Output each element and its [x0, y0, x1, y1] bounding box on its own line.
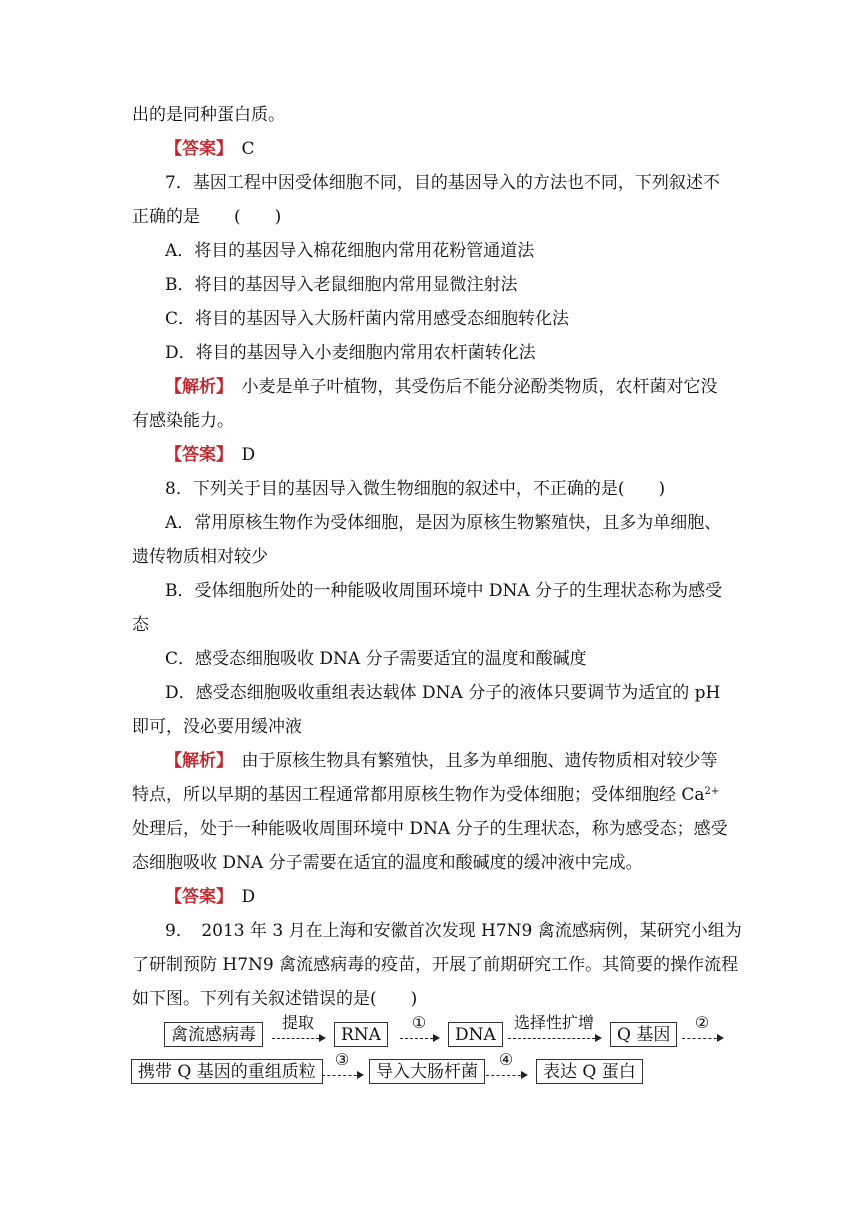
analysis-tag: 【解析】	[165, 377, 225, 397]
q9-stem-3: 如下图。下列有关叙述错误的是( )	[132, 989, 418, 1009]
arrow-label: ②	[694, 1013, 710, 1032]
q7-option-c: C．将目的基因导入大肠杆菌内常用感受态细胞转化法	[165, 309, 570, 329]
answer-tag: 【答案】	[165, 887, 225, 907]
q7-stem-1: 7．基因工程中因受体细胞不同，目的基因导入的方法也不同，下列叙述不	[165, 173, 720, 193]
analysis-tag: 【解析】	[165, 751, 225, 771]
answer-value: D	[241, 445, 256, 465]
q7-analysis-2: 有感染能力。	[132, 411, 234, 431]
flow-box-plasmid: 携带 Q 基因的重组质粒	[131, 1059, 323, 1084]
arrow-line	[400, 1038, 438, 1049]
arrow-line	[508, 1038, 600, 1049]
flow-box-rna: RNA	[334, 1022, 388, 1047]
flow-arrow-4	[486, 1051, 526, 1086]
arrow-label: 选择性扩增	[513, 1013, 594, 1032]
line-1: 出的是同种蛋白质。	[132, 105, 285, 125]
arrow-line	[486, 1075, 526, 1086]
arrow-line	[272, 1038, 324, 1049]
q9-stem-1: 9． 2013 年 3 月在上海和安徽首次发现 H7N9 禽流感病例，某研究小组为	[165, 921, 742, 941]
q8-option-a-2: 遗传物质相对较少	[132, 547, 268, 567]
answer-tag: 【答案】	[165, 445, 225, 465]
flow-box-virus: 禽流感病毒	[164, 1022, 263, 1047]
flow-box-q-protein: 表达 Q 蛋白	[536, 1059, 643, 1084]
q8-option-b-1: B．受体细胞所处的一种能吸收周围环境中 DNA 分子的生理状态称为感受	[165, 581, 723, 601]
analysis-text: 由于原核生物具有繁殖快，且多为单细胞、遗传物质相对较少等	[224, 751, 718, 771]
flow-box-dna: DNA	[448, 1022, 503, 1047]
arrow-label: ①	[411, 1013, 427, 1032]
answer-7	[165, 438, 765, 472]
analysis-text: 特点，所以早期的基因工程通常都用原核生物作为受体细胞；受体细胞经 Ca	[132, 785, 705, 805]
q8-analysis-2	[132, 778, 732, 812]
flow-box-ecoli: 导入大肠杆菌	[369, 1059, 485, 1084]
flow-arrow-1	[400, 1014, 438, 1049]
answer-value: D	[241, 887, 256, 907]
q7-option-d: D．将目的基因导入小麦细胞内常用农杆菌转化法	[165, 343, 536, 363]
answer-6	[165, 132, 765, 166]
answer-value: C	[241, 139, 255, 159]
q7-option-b: B．将目的基因导入老鼠细胞内常用显微注射法	[165, 275, 518, 295]
q7-analysis-1	[165, 370, 765, 404]
answer-tag: 【答案】	[165, 139, 225, 159]
q8-analysis-4: 态细胞吸收 DNA 分子需要在适宜的温度和酸碱度的缓冲液中完成。	[132, 853, 643, 873]
q8-option-c: C．感受态细胞吸收 DNA 分子需要适宜的温度和酸碱度	[165, 649, 587, 669]
arrow-label: ③	[334, 1050, 350, 1069]
flow-arrow-2	[682, 1014, 722, 1049]
analysis-text: 小麦是单子叶植物，其受伤后不能分泌酚类物质，农杆菌对它没	[224, 377, 718, 397]
arrow-label: ④	[498, 1050, 514, 1069]
flow-box-q-gene: Q 基因	[610, 1022, 677, 1047]
q8-option-a-1: A．常用原核生物作为受体细胞，是因为原核生物繁殖快，且多为单细胞、	[165, 513, 722, 533]
flow-arrow-amplify	[508, 1014, 600, 1049]
q9-stem-2: 了研制预防 H7N9 禽流感病毒的疫苗，开展了前期研究工作。其简要的操作流程	[132, 955, 739, 975]
arrow-line	[682, 1038, 722, 1049]
q8-option-b-2: 态	[132, 615, 149, 635]
q8-stem: 8．下列关于目的基因导入微生物细胞的叙述中，不正确的是( )	[165, 479, 666, 499]
q7-option-a: A．将目的基因导入棉花细胞内常用花粉管通道法	[165, 241, 535, 261]
arrow-line	[322, 1075, 362, 1086]
q8-analysis-1	[165, 744, 765, 778]
q8-option-d-2: 即可，没必要用缓冲液	[132, 717, 302, 737]
q8-option-d-1: D．感受态细胞吸收重组表达载体 DNA 分子的液体只要调节为适宜的 pH	[165, 683, 721, 703]
q7-stem-2: 正确的是 ( )	[132, 207, 282, 227]
answer-8	[165, 880, 765, 914]
flow-arrow-extract	[272, 1014, 324, 1049]
flow-arrow-3	[322, 1051, 362, 1086]
superscript: 2+	[704, 786, 720, 797]
arrow-label: 提取	[281, 1013, 314, 1032]
q8-analysis-3: 处理后，处于一种能吸收周围环境中 DNA 分子的生理状态，称为感受态；感受	[132, 819, 728, 839]
